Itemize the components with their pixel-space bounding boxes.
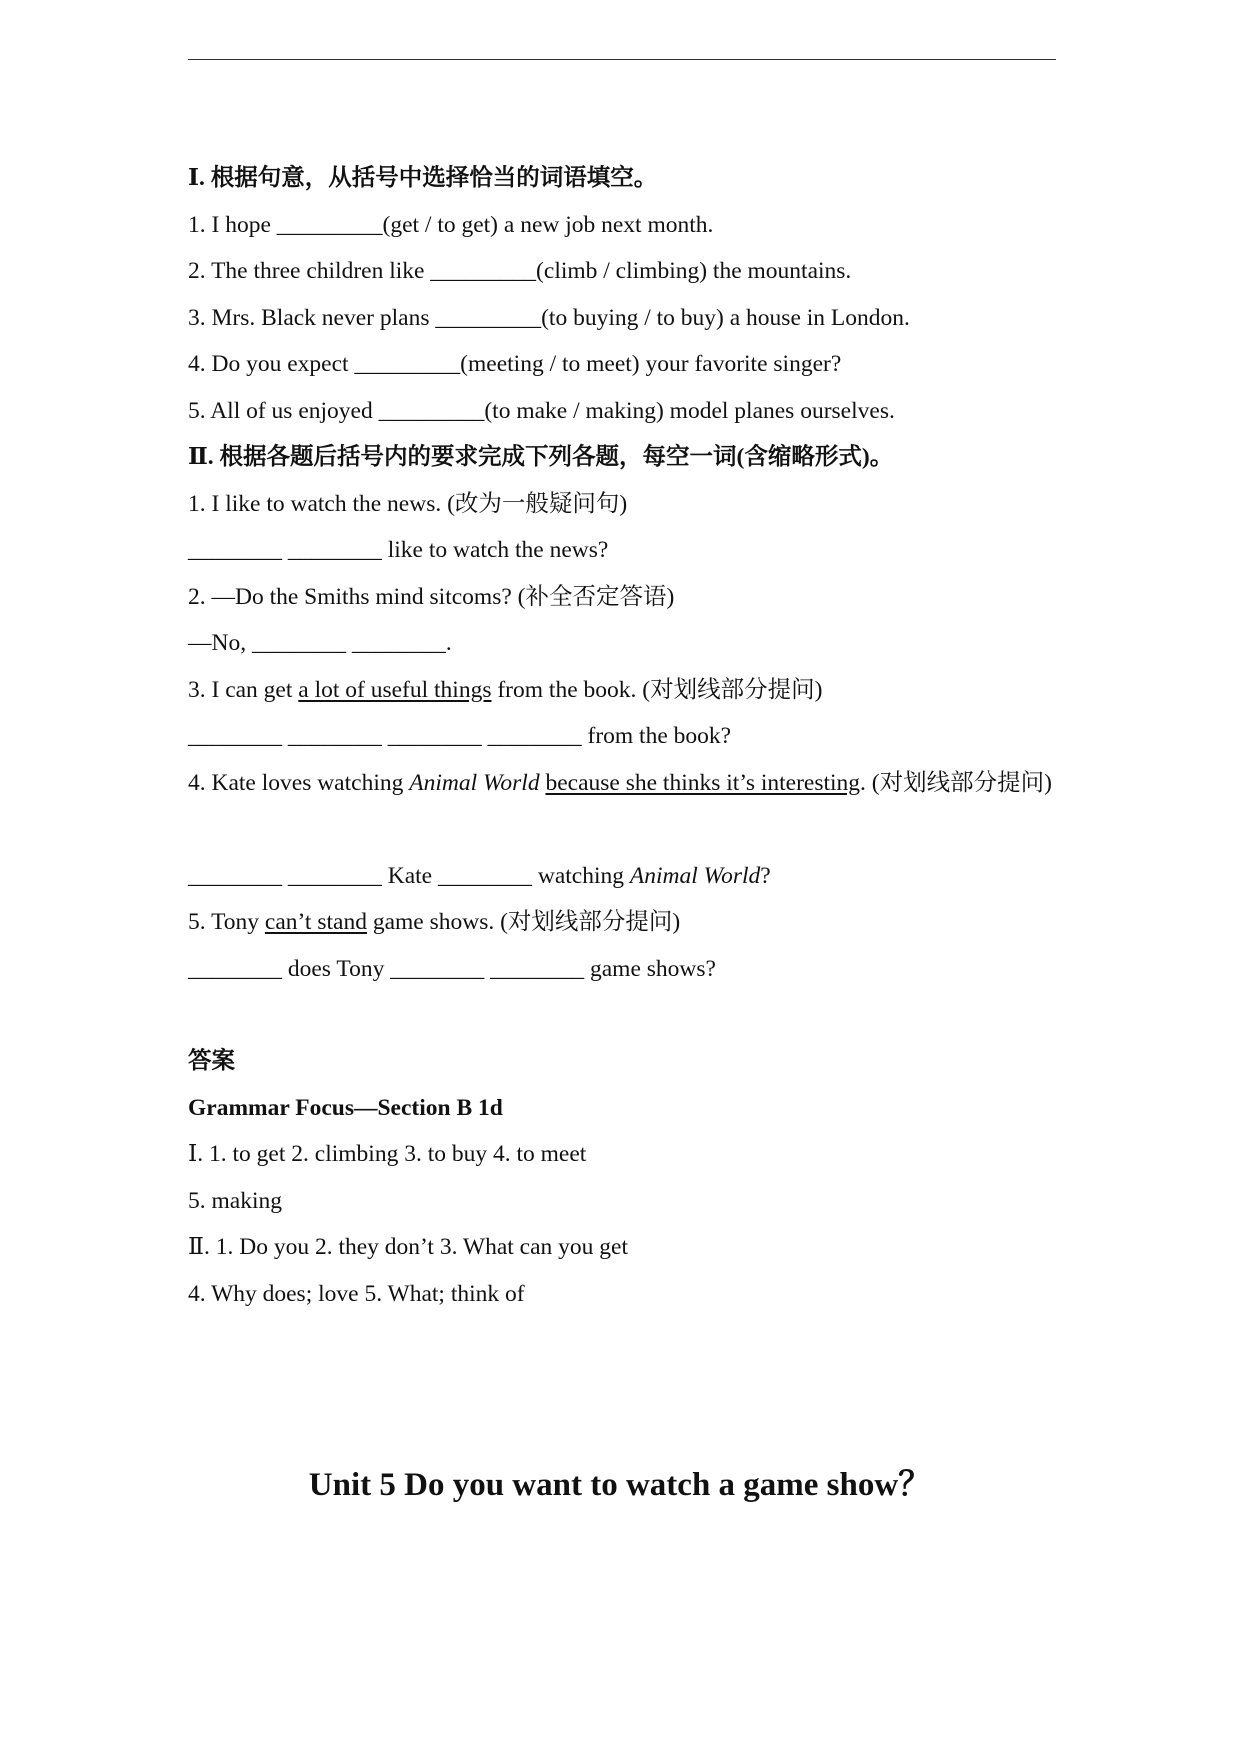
section1-question-3: 3. Mrs. Black never plans _________(to buying / to buy) a house in London.	[188, 304, 910, 331]
q3-suffix: from the book. (对划线部分提问)	[491, 676, 823, 703]
q5-prefix: 5. Tony	[188, 909, 265, 935]
q4-answer-prefix: ________ ________ Kate ________ watching	[188, 862, 630, 889]
section2-question-1: 1. I like to watch the news. (改为一般疑问句)	[188, 490, 628, 517]
section1-question-5: 5. All of us enjoyed _________(to make / making) model planes ourselves.	[188, 397, 895, 424]
section2-answer-blank-1: ________ ________ like to watch the news?	[188, 537, 609, 563]
q4-italic-title: Animal World	[409, 769, 540, 796]
answers-subheading: Grammar Focus—Section B 1d	[188, 1094, 503, 1121]
section1-heading: Ⅰ. 根据句意，从括号中选择恰当的词语填空。	[188, 165, 658, 191]
q4-prefix: 4. Kate loves watching	[188, 769, 410, 796]
section2-answer-blank-4	[188, 853, 1068, 900]
q5-underlined-phrase: can’t stand	[264, 909, 367, 935]
answers-line-1: Ⅰ. 1. to get 2. climbing 3. to buy 4. to meet	[188, 1141, 587, 1167]
answers-line-2: 5. making	[188, 1187, 282, 1214]
unit-title: Unit 5 Do you want to watch a game show？	[308, 1467, 932, 1503]
section2-answer-blank-3: ________ ________ ________ ________ from the book?	[188, 723, 732, 749]
section2-answer-blank-5: ________ does Tony ________ ________ game shows?	[188, 955, 716, 982]
section2-question-5	[188, 899, 1068, 946]
section1-question-1: 1. I hope _________(get / to get) a new job next month.	[188, 211, 714, 238]
q4-answer-suffix: ?	[760, 862, 771, 889]
q3-underlined-phrase: a lot of useful things	[298, 676, 492, 703]
q4-suffix: . (对划线部分提问)	[860, 769, 1052, 796]
section2-question-2: 2. —Do the Smiths mind sitcoms? (补全否定答语)	[188, 583, 675, 610]
section2-answer-blank-2: —No, ________ ________.	[188, 630, 452, 656]
q4-underlined-phrase: because she thinks it’s interesting	[545, 769, 861, 796]
section1-question-4: 4. Do you expect _________(meeting / to meet) your favorite singer?	[188, 351, 842, 377]
q3-prefix: 3. I can get	[188, 676, 299, 703]
header-rule	[188, 59, 1056, 60]
section2-question-4	[188, 760, 1068, 853]
section2-question-3	[188, 667, 1068, 714]
spacer	[188, 992, 1068, 1038]
worksheet-body	[188, 155, 1068, 1317]
answers-line-4: 4. Why does; love 5. What; think of	[188, 1280, 525, 1307]
answers-heading: 答案	[188, 1048, 235, 1074]
section1-question-2: 2. The three children like _________(climb / climbing) the mountains.	[188, 258, 852, 284]
q4-answer-italic-title: Animal World	[629, 862, 761, 889]
q5-suffix: game shows. (对划线部分提问)	[366, 909, 681, 935]
section2-heading: Ⅱ. 根据各题后括号内的要求完成下列各题，每空一词(含缩略形式)。	[188, 444, 894, 470]
answers-line-3: Ⅱ. 1. Do you 2. they don’t 3. What can you get	[188, 1234, 628, 1260]
